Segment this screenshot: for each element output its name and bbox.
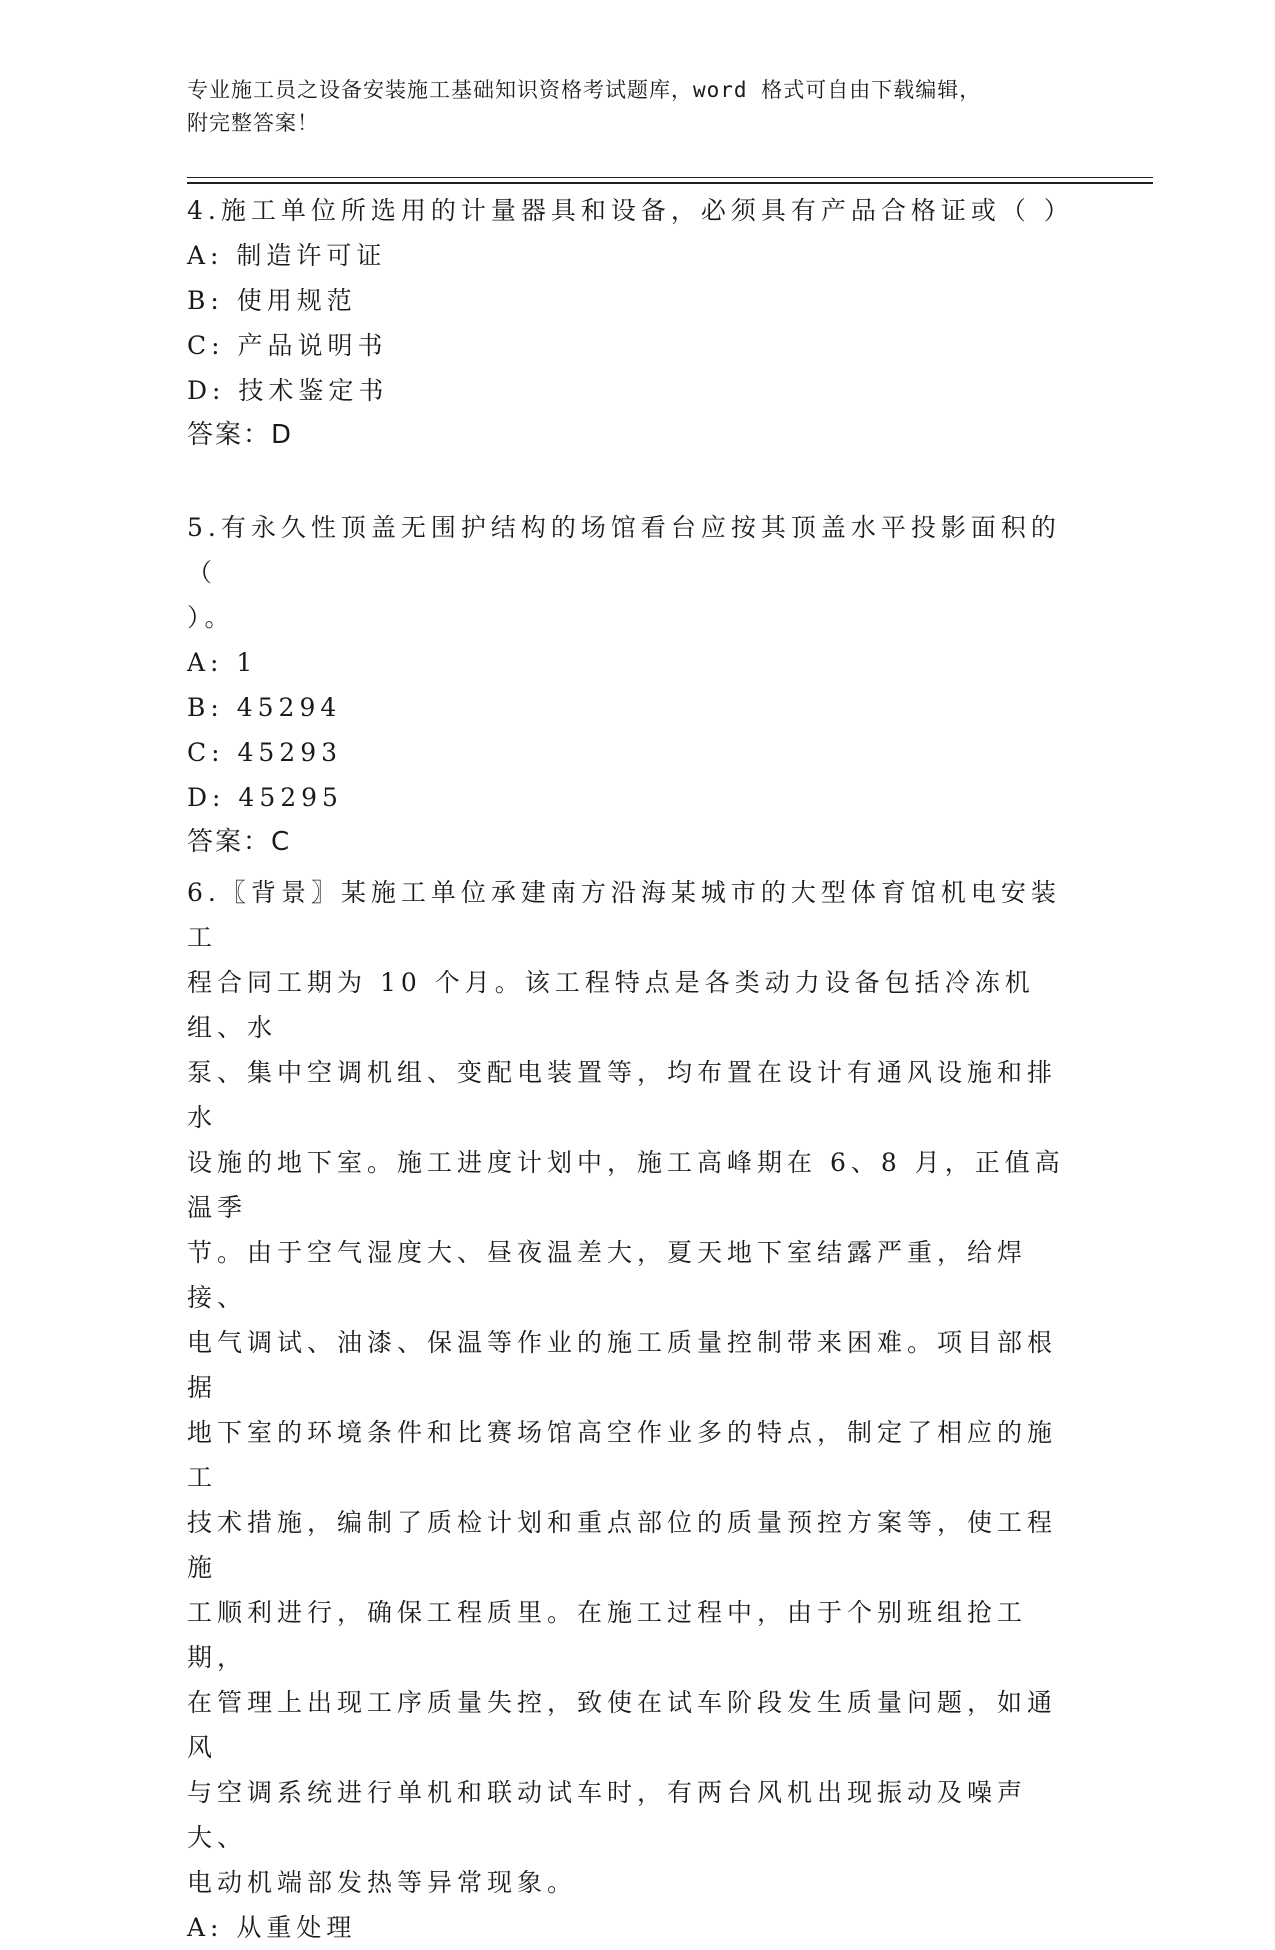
option-a: A: 制造许可证	[187, 241, 387, 270]
question-stem: 4.施工单位所选用的计量器具和设备，必须具有产品合格证或（ ）	[187, 196, 1074, 225]
option-a: A: 1	[187, 648, 258, 677]
option-b: B: 使用规范	[187, 286, 357, 315]
question-stem-line: 5.有永久性顶盖无围护结构的场馆看台应按其顶盖水平投影面积的（	[187, 513, 1061, 587]
option-c: C: 45293	[187, 738, 343, 767]
answer-label: 答案：C	[187, 827, 292, 857]
question-6	[187, 870, 1067, 1950]
question-5	[187, 505, 1067, 865]
question-stem-line: 与空调系统进行单机和联动试车时，有两台风机出现振动及噪声大、	[187, 1778, 1028, 1852]
header-divider-thin	[187, 177, 1153, 178]
question-stem-line: 节。由于空气湿度大、昼夜温差大，夏天地下室结露严重，给焊接、	[187, 1238, 1028, 1312]
question-stem-line: ）。	[187, 603, 235, 632]
question-stem-line: 泵、集中空调机组、变配电装置等，均布置在设计有通风设施和排水	[187, 1058, 1058, 1132]
question-4	[187, 188, 1074, 458]
question-stem-line: 程合同工期为 10 个月。该工程特点是各类动力设备包括冷冻机组、水	[187, 968, 1035, 1042]
option-d: D: 45295	[187, 783, 343, 812]
option-b: B: 45294	[187, 693, 342, 722]
question-stem-line: 6.〖背景〗某施工单位承建南方沿海某城市的大型体育馆机电安装工	[187, 878, 1061, 952]
question-stem-line: 电气调试、油漆、保温等作业的施工质量控制带来困难。项目部根据	[187, 1328, 1058, 1402]
document-header	[187, 74, 1067, 140]
header-divider-thick	[187, 182, 1153, 184]
question-stem-line: 电动机端部发热等异常现象。	[187, 1868, 578, 1897]
answer-label: 答案：D	[187, 420, 294, 450]
question-stem-line: 地下室的环境条件和比赛场馆高空作业多的特点，制定了相应的施工	[187, 1418, 1058, 1492]
option-c: C: 产品说明书	[187, 331, 388, 360]
header-line-1: 专业施工员之设备安装施工基础知识资格考试题库，word 格式可自由下载编辑，	[187, 78, 982, 102]
question-stem-line: 技术措施，编制了质检计划和重点部位的质量预控方案等，使工程施	[187, 1508, 1058, 1582]
option-a: A: 从重处理	[187, 1913, 357, 1942]
question-stem-line: 工顺利进行，确保工程质里。在施工过程中，由于个别班组抢工期，	[187, 1598, 1028, 1672]
option-d: D: 技术鉴定书	[187, 376, 389, 405]
header-line-2: 附完整答案！	[187, 111, 319, 135]
question-stem-line: 在管理上出现工序质量失控，致使在试车阶段发生质量问题，如通风	[187, 1688, 1058, 1762]
question-stem-line: 设施的地下室。施工进度计划中，施工高峰期在 6、8 月，正值高温季	[187, 1148, 1065, 1222]
